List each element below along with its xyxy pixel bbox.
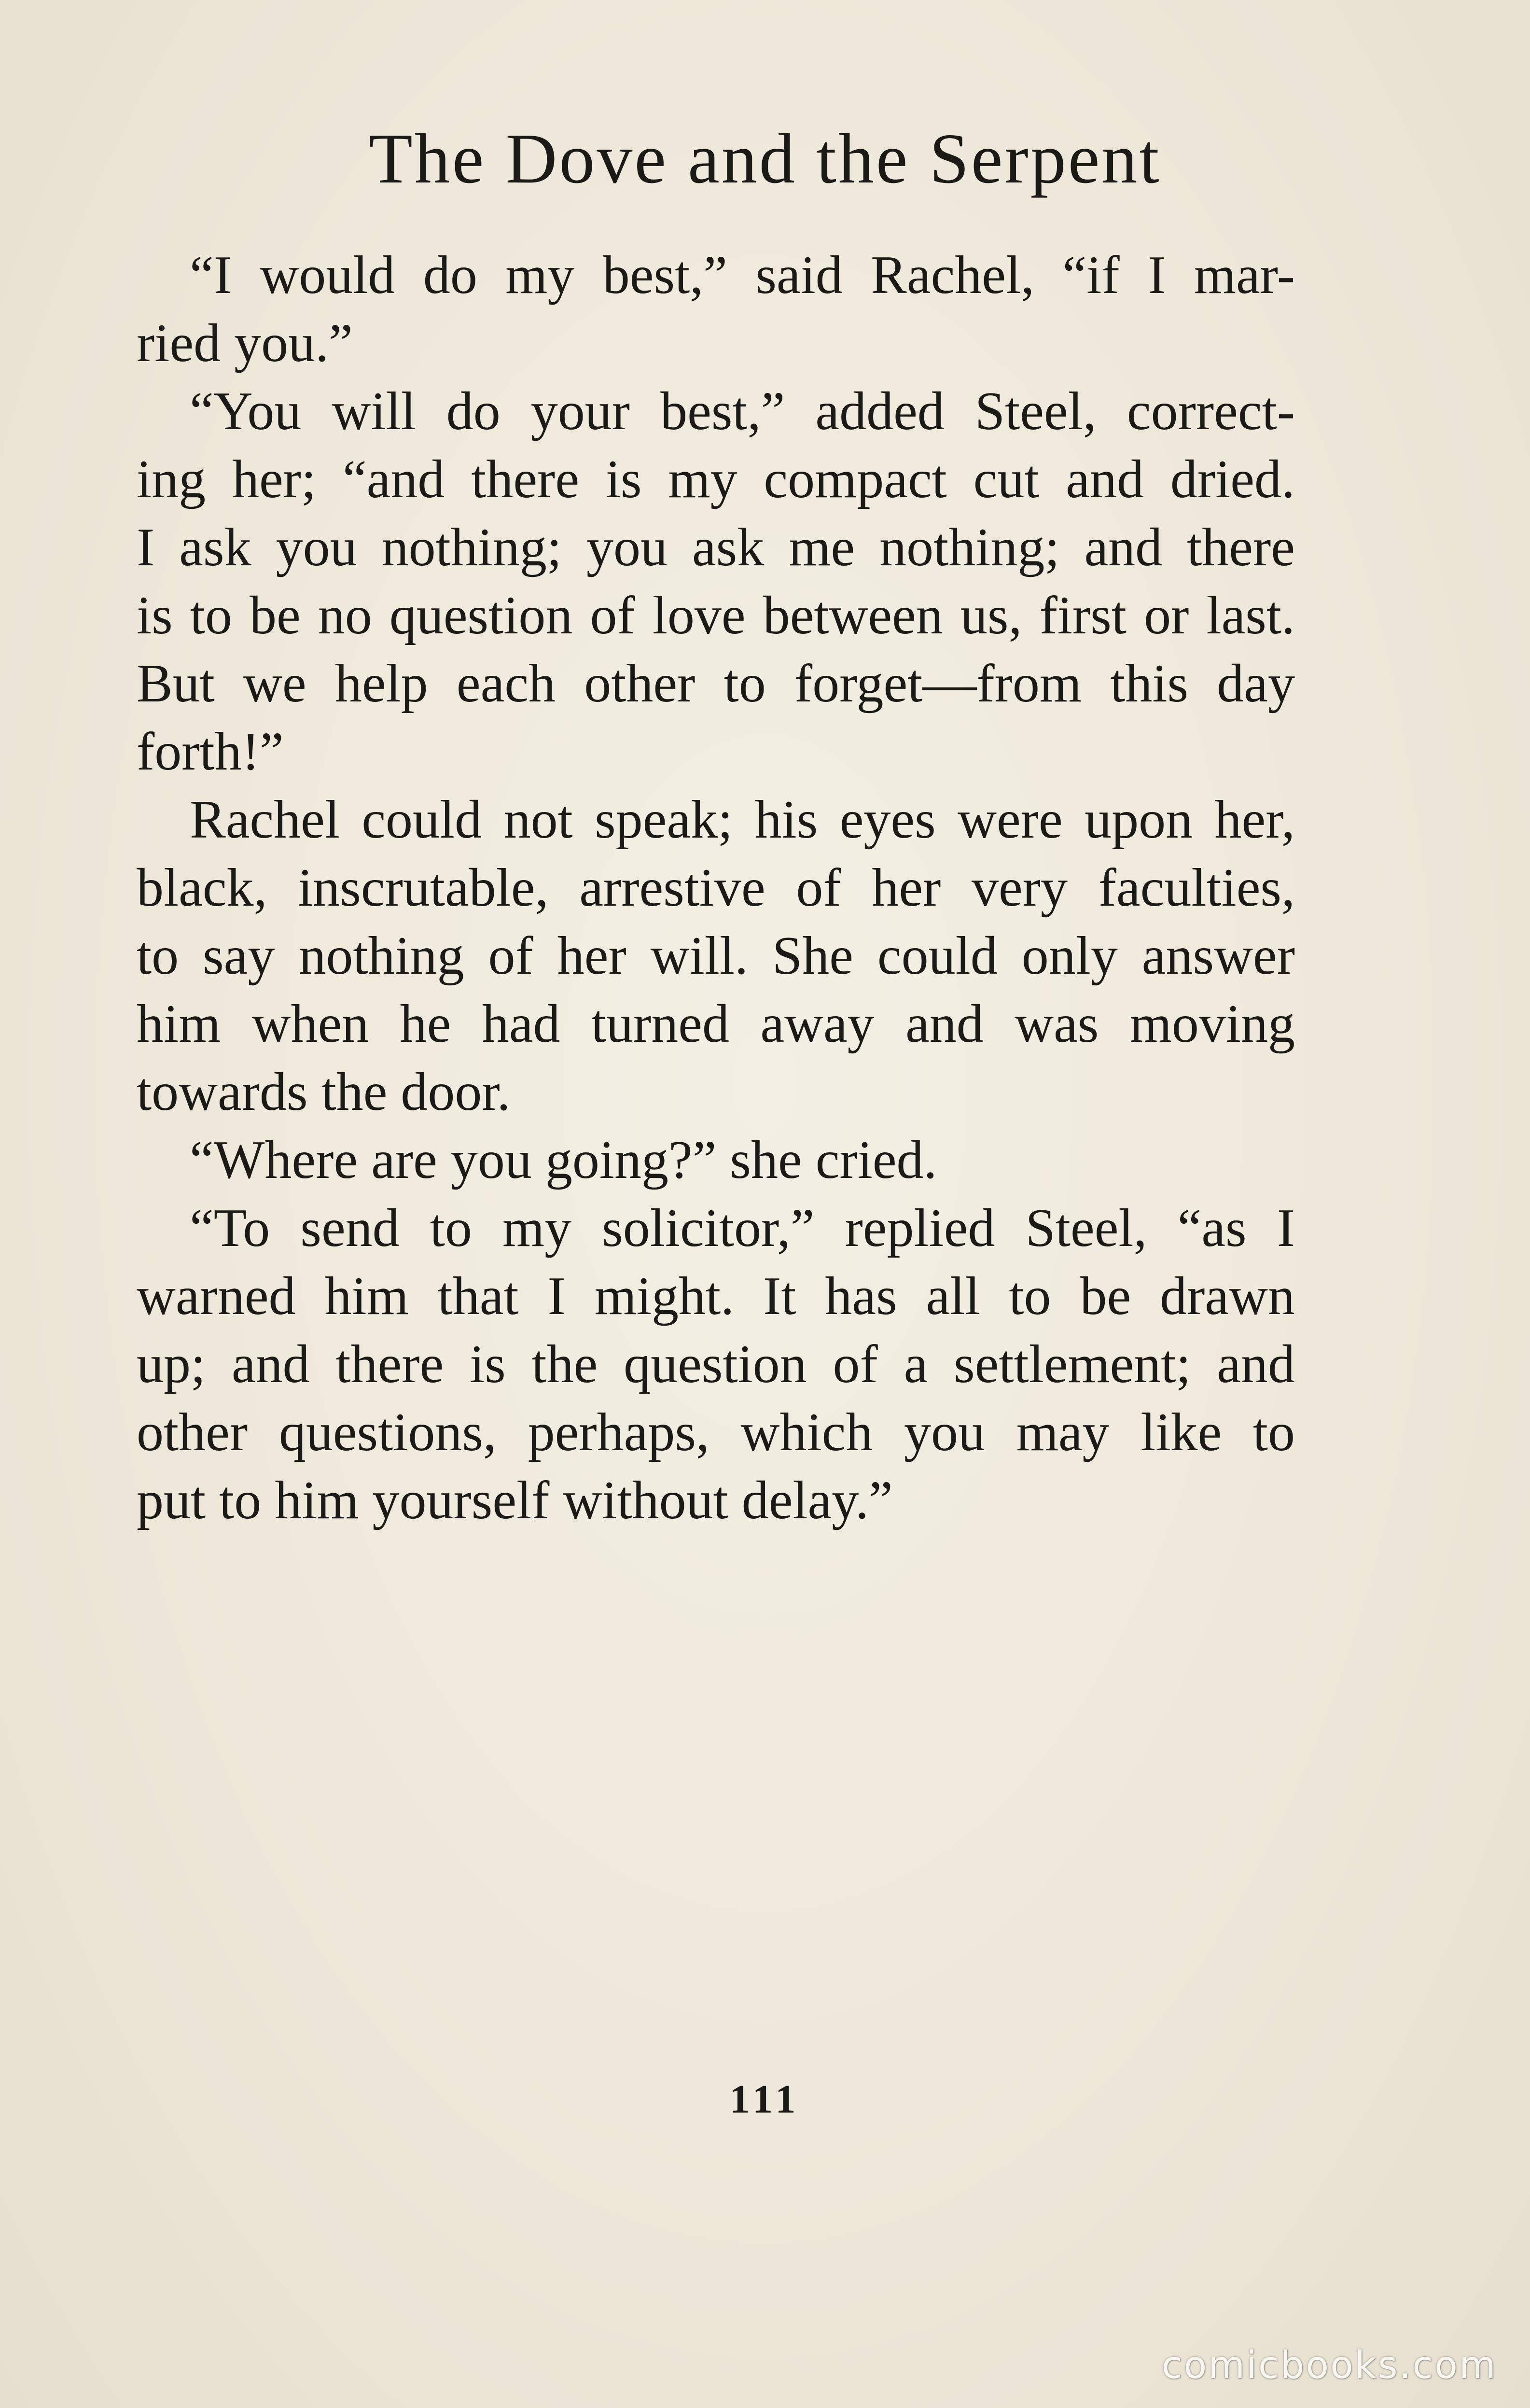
text-line: ing her; “and there is my compact cut and dried. xyxy=(137,449,1295,509)
body-text xyxy=(137,241,1295,1535)
text-line: is to be no question of love between us, first or last. xyxy=(137,586,1295,645)
text-line: ried you.” xyxy=(137,313,353,373)
text-line: “To send to my solicitor,” replied Steel, “as I xyxy=(190,1198,1295,1258)
text-line: warned him that I might. It has all to be drawn xyxy=(137,1266,1295,1326)
text-line: “You will do your best,” added Steel, correct- xyxy=(190,381,1295,441)
text-line: “Where are you going?” she cried. xyxy=(190,1130,937,1190)
text-line: towards the door. xyxy=(137,1062,511,1122)
text-line: But we help each other to forget—from this day xyxy=(137,654,1295,714)
running-head: The Dove and the Serpent xyxy=(369,119,1161,198)
text-line: up; and there is the question of a settlement; and xyxy=(137,1334,1295,1394)
watermark: comicbooks.com xyxy=(1161,2344,1497,2387)
text-line: forth!” xyxy=(137,722,284,782)
text-line: Rachel could not speak; his eyes were upon her, xyxy=(190,790,1295,850)
page-number: 111 xyxy=(729,2077,801,2122)
text-line: to say nothing of her will. She could only answer xyxy=(137,926,1295,986)
text-line: put to him yourself without delay.” xyxy=(137,1470,893,1530)
text-line: other questions, perhaps, which you may like to xyxy=(137,1402,1295,1462)
text-line: I ask you nothing; you ask me nothing; and there xyxy=(137,518,1295,577)
text-line: him when he had turned away and was moving xyxy=(137,994,1295,1054)
text-line: black, inscrutable, arrestive of her very faculties, xyxy=(137,858,1295,918)
text-line: “I would do my best,” said Rachel, “if I mar- xyxy=(190,245,1295,305)
